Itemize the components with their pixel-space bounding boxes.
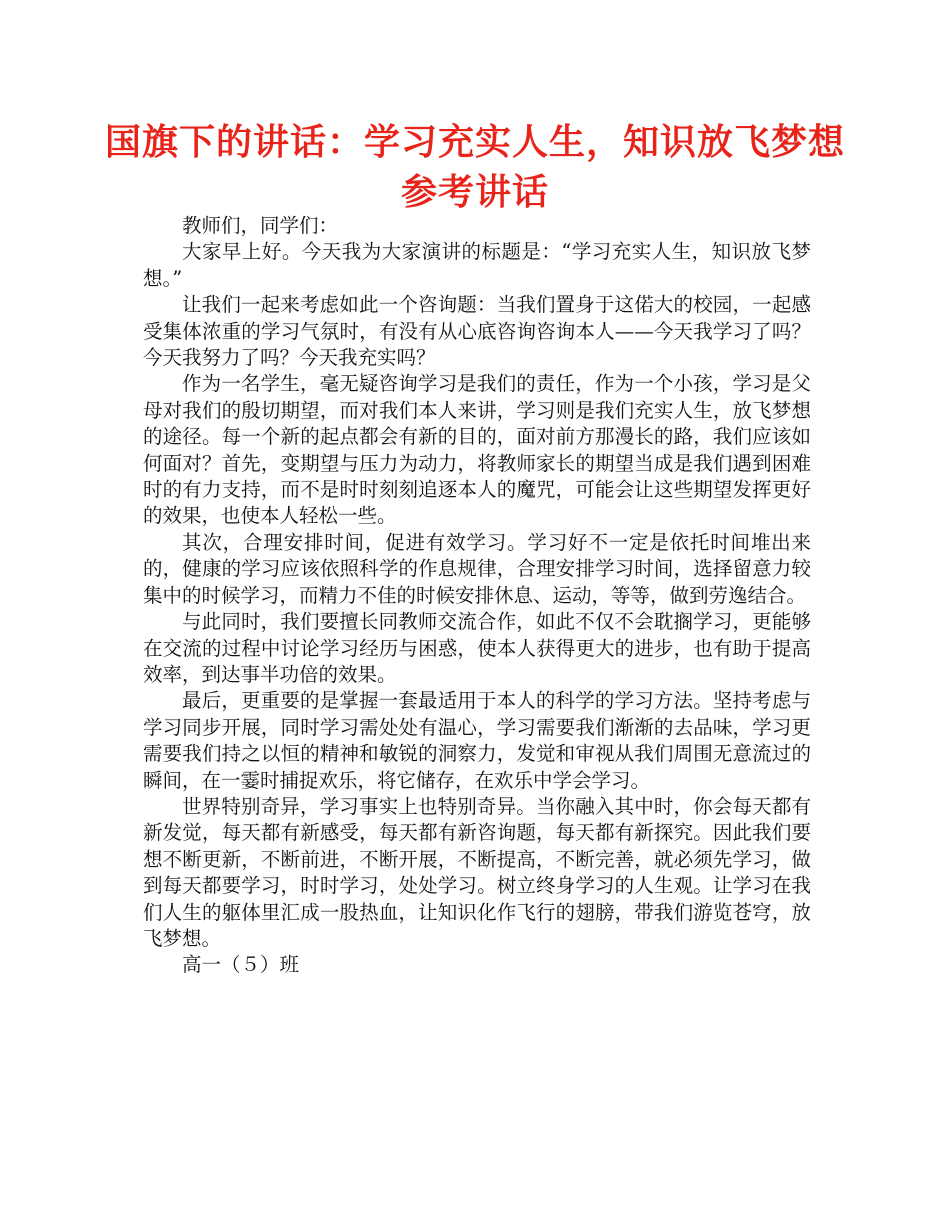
- signature-class: 高一（５）班: [182, 953, 300, 977]
- salutation: 教师们，同学们：: [182, 214, 339, 237]
- greeting-paragraph: 大家早上好。今天我为大家演讲的标题是：“学习充实人生，知识放飞梦想。”: [143, 240, 811, 290]
- method-paragraph: 最后，更重要的是掌握一套最适用于本人的科学的学习方法。坚持考虑与学习同步开展，同时学习需处处有温心，学习需要我们渐渐的去品味，学习更需要我们持之以恒的精神和敏锐的洞察力，发觉和审视从我们周围无意流过的瞬间，在一霎时捕捉欢乐，将它储存，在欢乐中学会学习。: [143, 689, 811, 792]
- responsibility-paragraph: 作为一名学生，毫无疑咨询学习是我们的责任，作为一个小孩，学习是父母对我们的殷切期望，而对我们本人来讲，学习则是我们充实人生，放飞梦想的途径。每一个新的起点都会有新的目的，面对前方那漫长的路，我们应该如何面对？首先，变期望与压力为动力，将教师家长的期望当成是我们遇到困难时的有力支持，而不是时时刻刻追逐本人的魔咒，可能会让这些期望发挥更好的效果，也使本人轻松一些。: [143, 372, 811, 528]
- communication-paragraph: 与此同时，我们要擅长同教师交流合作，如此不仅不会耽搁学习，更能够在交流的过程中讨论学习经历与困惑，使本人获得更大的进步，也有助于提高效率，到达事半功倍的效果。: [143, 610, 811, 686]
- document-body: [143, 213, 811, 979]
- question-paragraph: 让我们一起来考虑如此一个咨询题：当我们置身于这偌大的校园，一起感受集体浓重的学习气氛时，有没有从心底咨询咨询本人——今天我学习了吗？今天我努力了吗？今天我充实吗？: [143, 293, 811, 370]
- document-title: 国旗下的讲话：学习充实人生，知识放飞梦想参考讲话: [104, 122, 845, 213]
- conclusion-paragraph: 世界特别奇异，学习事实上也特别奇异。当你融入其中时，你会每天都有新发觉，每天都有新感受，每天都有新咨询题，每天都有新探究。因此我们要想不断更新，不断前进，不断开展，不断提高，不断完善，就必须先学习，做到每天都要学习，时时学习，处处学习。树立终身学习的人生观。让学习在我们人生的躯体里汇成一股热血，让知识化作飞行的翅膀，带我们游览苍穹，放飞梦想。: [143, 794, 811, 950]
- time-management-paragraph: 其次，合理安排时间，促进有效学习。学习好不一定是依托时间堆出来的，健康的学习应该依照科学的作息规律，合理安排学习时间，选择留意力较集中的时候学习，而精力不佳的时候安排休息、运动，等等，做到劳逸结合。: [143, 530, 811, 607]
